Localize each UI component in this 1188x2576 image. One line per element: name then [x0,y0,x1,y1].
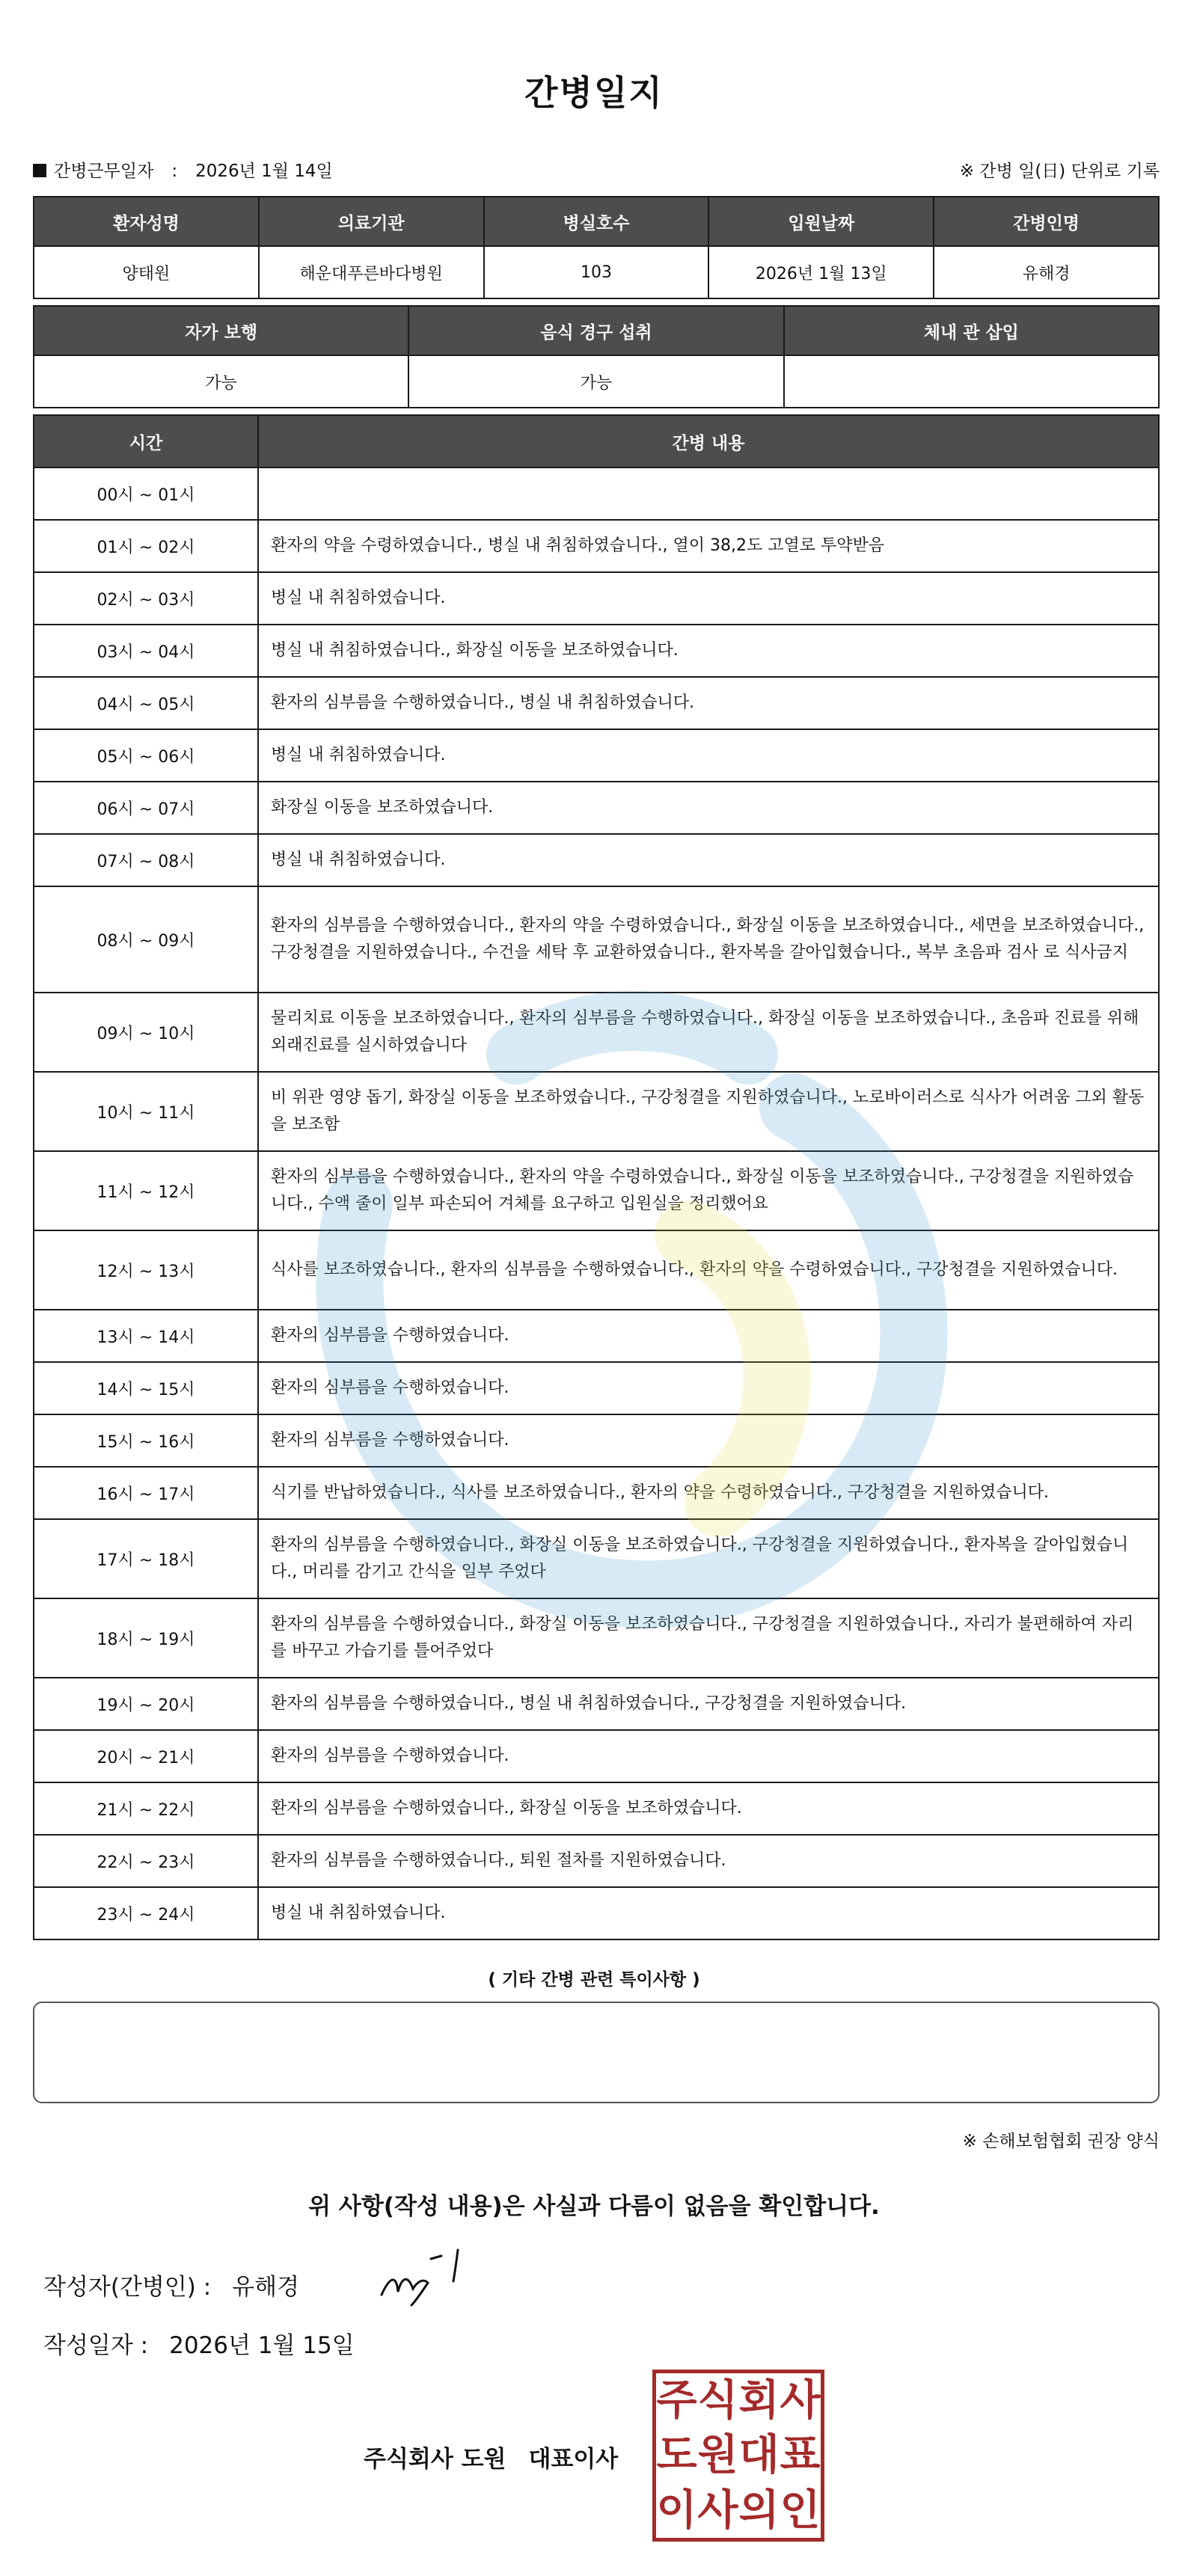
time-slot: 03시 ~ 04시 [34,625,258,677]
ability-info-table [33,305,1160,408]
writer-label: 작성자(간병인) : [43,2274,212,2301]
time-slot: 17시 ~ 18시 [34,1519,258,1598]
recommend-note: ※ 손해보험협회 권장 양식 [962,2132,1160,2151]
hospital-name: 해운대푸른바다병원 [259,246,484,298]
header-time: 시간 [34,415,258,467]
room-number: 103 [484,246,709,298]
care-content: 화장실 이동을 보조하였습니다. [258,782,1159,834]
care-content: 환자의 심부름을 수행하였습니다., 퇴원 절차를 지원하였습니다. [258,1835,1159,1887]
write-date-line [43,2326,355,2360]
oral-intake-value: 가능 [408,355,783,408]
company-ceo-title: 대표이사 [528,2446,619,2473]
time-slot: 23시 ~ 24시 [34,1887,258,1939]
ability-info-header-row [34,306,1159,355]
care-content: 물리치료 이동을 보조하였습니다., 환자의 심부름을 수행하였습니다., 화장실 이동을 보조하였습니다., 초음파 진료를 위해 외래진료를 실시하였습니다 [258,993,1159,1072]
time-slot: 22시 ~ 23시 [34,1835,258,1887]
patient-info-header-row [34,197,1159,246]
time-slot: 09시 ~ 10시 [34,993,258,1072]
care-log-table [33,414,1160,1940]
time-slot: 19시 ~ 20시 [34,1678,258,1730]
care-content: 식사를 보조하였습니다., 환자의 심부름을 수행하였습니다., 환자의 약을 수령하였습니다., 구강청결을 지원하였습니다. [258,1230,1159,1310]
table-row [34,834,1159,886]
care-content: 병실 내 취침하였습니다., 화장실 이동을 보조하였습니다. [258,625,1159,677]
time-slot: 00시 ~ 01시 [34,467,258,520]
company-name: 주식회사 도원 [364,2446,506,2473]
time-slot: 14시 ~ 15시 [34,1362,258,1414]
table-row [34,1467,1159,1519]
time-slot: 04시 ~ 05시 [34,677,258,729]
table-row [34,1782,1159,1835]
table-row [34,886,1159,993]
record-note: ※ 간병 일(日) 단위로 기록 [959,162,1160,181]
time-slot: 16시 ~ 17시 [34,1467,258,1519]
patient-info-table [33,196,1160,299]
table-row [34,1414,1159,1467]
table-row [34,1230,1159,1310]
care-content: 병실 내 취침하였습니다. [258,572,1159,625]
writer-name: 유해경 [232,2274,300,2301]
time-slot: 12시 ~ 13시 [34,1230,258,1310]
page-title: 간병일지 [524,73,664,113]
time-slot: 06시 ~ 07시 [34,782,258,834]
care-content: 환자의 심부름을 수행하였습니다., 화장실 이동을 보조하였습니다. [258,1782,1159,1835]
time-slot: 05시 ~ 06시 [34,729,258,782]
time-slot: 15시 ~ 16시 [34,1414,258,1467]
table-row [34,1678,1159,1730]
care-content [258,467,1159,520]
time-slot: 18시 ~ 19시 [34,1598,258,1678]
header-hospital: 의료기관 [259,197,484,246]
care-content: 병실 내 취침하였습니다. [258,834,1159,886]
confirm-statement: 위 사항(작성 내용)은 사실과 다름이 없음을 확인합니다. [308,2193,880,2220]
tube-insertion-value [784,355,1159,408]
time-slot: 02시 ~ 03시 [34,572,258,625]
care-content: 환자의 심부름을 수행하였습니다. [258,1730,1159,1782]
header-room-number: 병실호수 [484,197,709,246]
table-row [34,1310,1159,1362]
work-date-separator: : [171,162,178,181]
work-date [33,157,333,182]
table-row [34,1730,1159,1782]
write-date-value: 2026년 1월 15일 [169,2332,355,2359]
table-row [34,782,1159,834]
header-caregiver-name: 간병인명 [934,197,1159,246]
table-row [34,467,1159,520]
notes-title: ( 기타 간병 관련 특이사항 ) [488,1970,700,1990]
work-date-value: 2026년 1월 14일 [195,162,333,181]
work-date-label: 간병근무일자 [54,162,154,181]
time-slot: 11시 ~ 12시 [34,1151,258,1230]
table-row [34,1887,1159,1939]
care-content: 환자의 심부름을 수행하였습니다., 화장실 이동을 보조하였습니다., 구강청결을 지원하였습니다., 자리가 불편해하여 자리를 바꾸고 가습기를 틀어주었다 [258,1598,1159,1678]
care-content: 병실 내 취침하였습니다. [258,729,1159,782]
table-row [34,1835,1159,1887]
table-row [34,1598,1159,1678]
care-content: 환자의 심부름을 수행하였습니다. [258,1310,1159,1362]
care-content: 환자의 심부름을 수행하였습니다., 환자의 약을 수령하였습니다., 화장실 이동을 보조하였습니다., 구강청결을 지원하였습니다., 수액 줄이 일부 파손되어 겨체를 요구하고 입원실을 정리했어요 [258,1151,1159,1230]
care-content: 환자의 심부름을 수행하였습니다. [258,1362,1159,1414]
time-slot: 13시 ~ 14시 [34,1310,258,1362]
care-content: 비 위관 영양 돕기, 화장실 이동을 보조하였습니다., 구강청결을 지원하였습니다., 노로바이러스로 식사가 어려움 그외 활동을 보조함 [258,1072,1159,1151]
care-content: 환자의 약을 수령하였습니다., 병실 내 취침하였습니다., 열이 38,2도 고열로 투약받음 [258,520,1159,572]
time-slot: 08시 ~ 09시 [34,886,258,993]
header-patient-name: 환자성명 [34,197,259,246]
time-slot: 10시 ~ 11시 [34,1072,258,1151]
patient-name: 양태원 [34,246,259,298]
table-row [34,1072,1159,1151]
time-slot: 01시 ~ 02시 [34,520,258,572]
table-row [34,520,1159,572]
care-content: 병실 내 취침하였습니다. [258,1887,1159,1939]
care-content: 환자의 심부름을 수행하였습니다. [258,1414,1159,1467]
caregiver-name: 유해경 [934,246,1159,298]
table-row [34,1362,1159,1414]
table-row [34,729,1159,782]
header-self-walking: 자가 보행 [34,306,408,355]
table-row [34,572,1159,625]
care-content: 환자의 심부름을 수행하였습니다., 화장실 이동을 보조하였습니다., 구강청결을 지원하였습니다., 환자복을 갈아입혔습니다., 머리를 감기고 간식을 일부 주었다 [258,1519,1159,1598]
table-row [34,993,1159,1072]
table-row [34,1151,1159,1230]
signature-icon [374,2242,479,2310]
notes-box [33,2002,1160,2103]
write-date-label: 작성일자 : [43,2332,149,2359]
header-tube-insertion: 체내 관 삽입 [784,306,1159,355]
care-content: 식기를 반납하였습니다., 식사를 보조하였습니다., 환자의 약을 수령하였습니다., 구강청결을 지원하였습니다. [258,1467,1159,1519]
time-slot: 20시 ~ 21시 [34,1730,258,1782]
writer-line [43,2268,299,2301]
header-admission-date: 입원날짜 [708,197,934,246]
header-oral-intake: 음식 경구 섭취 [408,306,783,355]
ability-info-value-row [34,355,1159,408]
company-seal-icon: 주 식 회 사 도 원 대 표 이 사 의 인 [652,2370,824,2542]
time-slot: 07시 ~ 08시 [34,834,258,886]
care-content: 환자의 심부름을 수행하였습니다., 병실 내 취침하였습니다. [258,677,1159,729]
self-walking-value: 가능 [34,355,408,408]
table-row [34,625,1159,677]
care-content: 환자의 심부름을 수행하였습니다., 병실 내 취침하였습니다., 구강청결을 지원하였습니다. [258,1678,1159,1730]
table-row [34,1519,1159,1598]
care-log-header-row [34,415,1159,467]
care-content: 환자의 심부름을 수행하였습니다., 환자의 약을 수령하였습니다., 화장실 이동을 보조하였습니다., 세면을 보조하였습니다., 구강청결을 지원하였습니다., 수건을 세탁 후 교환하였습니다., 환자복을 갈아입혔습니다., 복부 초음파 검사 로 식사금지 [258,886,1159,993]
header-care-content: 간병 내용 [258,415,1159,467]
table-row [34,677,1159,729]
square-bullet-icon [33,164,46,177]
company-line [364,2440,618,2474]
admission-date: 2026년 1월 13일 [708,246,934,298]
patient-info-value-row [34,246,1159,298]
time-slot: 21시 ~ 22시 [34,1782,258,1835]
